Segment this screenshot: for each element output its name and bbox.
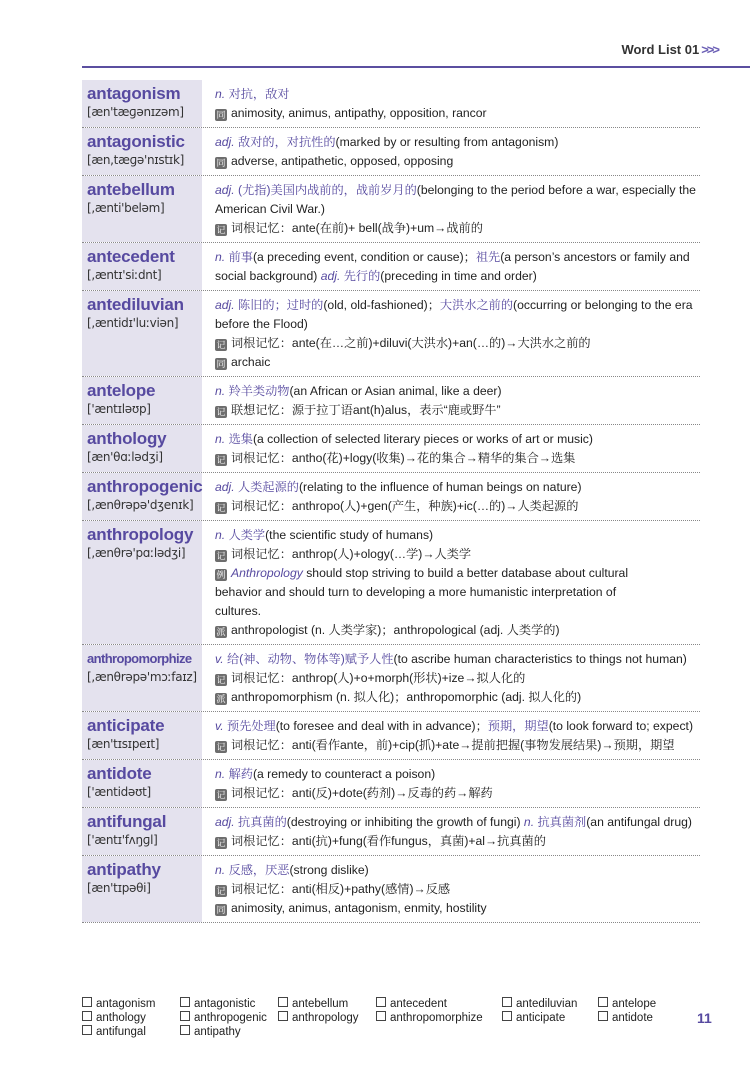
synonym-icon: 同: [216, 110, 226, 120]
derivative-icon: 派: [216, 694, 226, 704]
definition-cell: [202, 425, 700, 472]
english-meaning-2: (occurring or belonging to the era before the Flood): [215, 298, 693, 331]
chinese-meaning: 人类起源的: [238, 480, 299, 494]
memory-note: 词根记忆：ante(在…之前)+diluvi(大洪水)+an(…的)→大洪水之前的: [231, 336, 591, 350]
chinese-meaning-2: 祖先: [475, 250, 501, 264]
entry-table: [82, 80, 700, 923]
definition-cell: [202, 243, 700, 290]
part-of-speech: n.: [215, 384, 226, 398]
word-cell: [82, 712, 202, 759]
checkbox-icon[interactable]: [502, 997, 512, 1007]
checkbox-icon[interactable]: [278, 997, 288, 1007]
definition-cell: [202, 808, 700, 855]
english-meaning-2: (an antifungal drug): [586, 815, 692, 829]
checklist-label: antediluvian: [516, 998, 578, 1010]
headword: antagonism: [87, 84, 181, 103]
header-rule: [82, 66, 750, 68]
checkbox-icon[interactable]: [180, 1025, 190, 1035]
checkbox-icon[interactable]: [82, 997, 92, 1007]
part-of-speech: adj.: [215, 480, 235, 494]
phonetic: [,ænθrə'pɑːlədʒi]: [87, 546, 186, 560]
part-of-speech: adj.: [215, 815, 235, 829]
headword: antelope: [87, 381, 156, 400]
synonyms: archaic: [231, 355, 271, 369]
example-line-3: cultures.: [215, 604, 262, 618]
checklist-label: antifungal: [96, 1026, 146, 1038]
phonetic: [æn'tɪsɪpeɪt]: [87, 737, 160, 751]
entry-antediluvian: [82, 291, 700, 377]
part-of-speech: n.: [215, 528, 226, 542]
checkbox-icon[interactable]: [278, 1011, 288, 1021]
checklist-label: antelope: [612, 998, 657, 1010]
memory-note: 词根记忆：anthropo(人)+gen(产生，种族)+ic(…的)→人类起源的: [231, 499, 579, 513]
part-of-speech: n.: [215, 767, 226, 781]
checkbox-icon[interactable]: [82, 1025, 92, 1035]
word-list-label: [621, 42, 718, 57]
word-cell: [82, 645, 202, 711]
english-meaning: (strong dislike): [289, 863, 369, 877]
checklist-item[interactable]: [180, 997, 278, 1011]
phonetic: [,ænθrəpə'mɔːfaɪz]: [87, 670, 197, 684]
synonym-icon: 同: [216, 359, 226, 369]
definition-cell: [202, 760, 700, 807]
checklist-item[interactable]: [82, 1025, 180, 1039]
definition-cell: [202, 521, 700, 644]
word-cell: [82, 760, 202, 807]
checklist-row: [82, 997, 682, 1011]
headword: anticipate: [87, 716, 165, 735]
page-header: [0, 38, 750, 68]
memory-note: 词根记忆：anthrop(人)+ology(…学)→人类学: [231, 547, 472, 561]
english-meaning: (destroying or inhibiting the growth of fungi): [286, 815, 521, 829]
checkbox-icon[interactable]: [180, 997, 190, 1007]
definition-cell: [202, 176, 700, 242]
english-meaning: (marked by or resulting from antagonism): [335, 135, 559, 149]
english-meaning-3: (preceding in time and order): [380, 269, 537, 283]
checkbox-icon[interactable]: [180, 1011, 190, 1021]
headword: antediluvian: [87, 295, 184, 314]
memory-icon: 记: [216, 742, 226, 752]
memory-icon: 记: [216, 340, 226, 350]
entry-antagonism: [82, 80, 700, 128]
word-cell: [82, 521, 202, 644]
checkbox-icon[interactable]: [376, 997, 386, 1007]
word-cell: [82, 243, 202, 290]
memory-icon: 记: [216, 551, 226, 561]
word-cell: [82, 808, 202, 855]
phonetic: [,ænti'beləm]: [87, 201, 165, 215]
phonetic: [,æntɪ'siːdnt]: [87, 268, 162, 282]
word-list-title: Word List 01: [621, 42, 700, 57]
headword: antifungal: [87, 812, 167, 831]
phonetic: ['æntɪ'fʌŋɡl]: [87, 833, 158, 847]
memory-note: 词根记忆：anthrop(人)+o+morph(形状)+ize→拟人化的: [231, 671, 526, 685]
entry-antipathy: [82, 856, 700, 923]
memory-note: 联想记忆：源于拉丁语ant(h)alus，表示“鹿或野牛”: [231, 403, 501, 417]
headword: antagonistic: [87, 132, 185, 151]
definition-cell: [202, 473, 700, 520]
chinese-meaning: (尤指)美国内战前的，战前岁月的: [238, 183, 417, 197]
part-of-speech: n.: [215, 87, 226, 101]
definition-cell: [202, 128, 700, 175]
memory-icon: 记: [216, 503, 226, 513]
word-cell: [82, 80, 202, 127]
chinese-meaning: 人类学: [228, 528, 266, 542]
derivatives: anthropologist (n. 人类学家)；anthropological (adj. 人类学的): [231, 623, 560, 637]
part-of-speech: adj.: [215, 135, 235, 149]
example-line-2: behavior and should turn to developing a more humanistic interpretation of: [215, 585, 617, 599]
entry-anthology: [82, 425, 700, 473]
part-of-speech-3: adj.: [320, 269, 341, 283]
memory-icon: 记: [216, 790, 226, 800]
chinese-meaning: 羚羊类动物: [228, 384, 290, 398]
synonym-icon: 同: [216, 905, 226, 915]
checkbox-icon[interactable]: [598, 1011, 608, 1021]
checklist-label: antidote: [612, 1012, 653, 1024]
chinese-meaning: 抗真菌的: [238, 815, 287, 829]
part-of-speech: v.: [215, 719, 224, 733]
english-meaning: (a preceding event, condition or cause)；: [252, 250, 476, 264]
part-of-speech: adj.: [215, 298, 235, 312]
part-of-speech: n.: [215, 250, 226, 264]
headword: antecedent: [87, 247, 175, 266]
english-meaning-2: (a person’s ancestors or family and social background): [215, 250, 690, 283]
checklist-label: anticipate: [516, 1012, 566, 1024]
checkbox-icon[interactable]: [598, 997, 608, 1007]
english-meaning: (to ascribe human characteristics to things not human): [393, 652, 687, 666]
definition-cell: [202, 377, 700, 424]
checkbox-icon[interactable]: [376, 1011, 386, 1021]
example-line-1: should stop striving to build a better database about cultural: [302, 566, 629, 580]
phonetic: [æn'tæɡənɪzəm]: [87, 105, 184, 119]
part-of-speech: adj.: [215, 183, 235, 197]
definition-cell: [202, 712, 700, 759]
chinese-meaning: 预先处理: [226, 719, 276, 733]
memory-icon: 记: [216, 455, 226, 465]
english-meaning: (to foresee and deal with in advance)；: [275, 719, 488, 733]
definition-cell: [202, 645, 700, 711]
derivative-icon: 派: [216, 627, 226, 637]
entry-anthropology: [82, 521, 700, 645]
checklist-label: anthropogenic: [194, 1012, 267, 1024]
memory-note: 词根记忆：anti(反)+dote(药剂)→反毒的药→解药: [231, 786, 493, 800]
memory-note: 词根记忆：anti(抗)+fung(看作fungus，真菌)+al→抗真菌的: [231, 834, 546, 848]
synonyms: animosity, animus, antagonism, enmity, hostility: [231, 901, 487, 915]
checklist-item[interactable]: [278, 997, 376, 1011]
checklist-label: antagonistic: [194, 998, 256, 1010]
english-meaning: (an African or Asian animal, like a deer): [289, 384, 502, 398]
word-cell: [82, 473, 202, 520]
phonetic: [æn'tɪpəθi]: [87, 881, 151, 895]
phonetic: ['æntɪləʊp]: [87, 402, 151, 416]
checklist-label: antagonism: [96, 998, 156, 1010]
headword: anthology: [87, 429, 167, 448]
definition-cell: [202, 80, 700, 127]
synonyms: adverse, antipathetic, opposed, opposing: [231, 154, 454, 168]
entry-anthropogenic: [82, 473, 700, 521]
phonetic: [æn'θɑːlədʒi]: [87, 450, 163, 464]
word-cell: [82, 128, 202, 175]
checklist-label: antipathy: [194, 1026, 241, 1038]
chinese-meaning-2: 大洪水之前的: [439, 298, 514, 312]
chinese-meaning-3: 先行的: [343, 269, 381, 283]
checklist-item[interactable]: [598, 1011, 682, 1025]
example-icon: 例: [216, 570, 226, 580]
chinese-meaning: 对抗，敌对: [228, 87, 290, 101]
checklist-item[interactable]: [502, 997, 598, 1011]
headword: anthropology: [87, 525, 194, 544]
checklist-item[interactable]: [82, 1011, 180, 1025]
memory-icon: 记: [216, 225, 226, 235]
checklist-label: anthology: [96, 1012, 146, 1024]
checkbox-icon[interactable]: [82, 1011, 92, 1021]
memory-note: 词根记忆：anti(相反)+pathy(感情)→反感: [231, 882, 451, 896]
definition-cell: [202, 291, 700, 376]
english-meaning: (a collection of selected literary pieces or works of art or music): [252, 432, 593, 446]
synonyms: animosity, animus, antipathy, opposition, rancor: [231, 106, 487, 120]
checklist-item[interactable]: [502, 1011, 598, 1025]
checklist-label: anthropology: [292, 1012, 359, 1024]
word-cell: [82, 425, 202, 472]
chinese-meaning-2: 抗真菌剂: [537, 815, 587, 829]
phonetic: [,ænθrəpə'dʒenɪk]: [87, 498, 194, 512]
english-meaning-2: (to look forward to; expect): [548, 719, 693, 733]
checklist-row: [82, 1011, 682, 1025]
word-cell: [82, 176, 202, 242]
checklist-item[interactable]: [180, 1011, 278, 1025]
chinese-meaning: 解药: [228, 767, 253, 781]
checklist-item[interactable]: [180, 1025, 278, 1039]
checklist-row: [82, 1025, 682, 1039]
entry-antebellum: [82, 176, 700, 243]
checklist-item[interactable]: [598, 997, 682, 1011]
memory-note: 词根记忆：ante(在前)+ bell(战争)+um→战前的: [231, 221, 483, 235]
entry-antidote: [82, 760, 700, 808]
chinese-meaning: 前事: [228, 250, 253, 264]
entry-antecedent: [82, 243, 700, 291]
english-meaning: (old, old-fashioned)；: [323, 298, 440, 312]
part-of-speech: n.: [215, 863, 226, 877]
part-of-speech: v.: [215, 652, 224, 666]
headword: antidote: [87, 764, 152, 783]
headword: anthropogenic: [87, 477, 203, 496]
chinese-meaning: 陈旧的；过时的: [238, 298, 324, 312]
chinese-meaning: 选集: [228, 432, 253, 446]
entry-anthropomorphize: [82, 645, 700, 712]
example-headword: Anthropology: [231, 566, 303, 580]
checklist-item[interactable]: [376, 997, 502, 1011]
word-cell: [82, 856, 202, 922]
part-of-speech-2: n.: [523, 815, 535, 829]
entry-antifungal: [82, 808, 700, 856]
memory-icon: 记: [216, 838, 226, 848]
headword: antebellum: [87, 180, 175, 199]
checklist-label: antebellum: [292, 998, 349, 1010]
memory-icon: 记: [216, 886, 226, 896]
entry-anticipate: [82, 712, 700, 760]
chinese-meaning: 反感，厌恶: [228, 863, 290, 877]
english-meaning: (relating to the influence of human beings on nature): [298, 480, 582, 494]
english-meaning: (belonging to the period before a war, especially the American Civil War.): [215, 183, 696, 216]
word-checklist: [82, 997, 682, 1039]
entry-antelope: [82, 377, 700, 425]
phonetic: [,æntidɪ'luːviən]: [87, 316, 179, 330]
memory-note: 词根记忆：antho(花)+logy(收集)→花的集合→精华的集合→选集: [231, 451, 576, 465]
memory-icon: 记: [216, 407, 226, 417]
synonym-icon: 同: [216, 158, 226, 168]
memory-icon: 记: [216, 675, 226, 685]
checkbox-icon[interactable]: [502, 1011, 512, 1021]
checklist-label: anthropomorphize: [390, 1012, 483, 1024]
checklist-label: antecedent: [390, 998, 447, 1010]
chinese-meaning: 给(神、动物、物体等)赋予人性: [226, 652, 394, 666]
word-cell: [82, 377, 202, 424]
definition-cell: [202, 856, 700, 922]
phonetic: ['æntidəʊt]: [87, 785, 151, 799]
english-meaning: (the scientific study of humans): [265, 528, 434, 542]
part-of-speech: n.: [215, 432, 226, 446]
chinese-meaning-2: 预期，期望: [487, 719, 549, 733]
english-meaning: (a remedy to counteract a poison): [252, 767, 436, 781]
arrows-icon: >>>: [701, 42, 718, 57]
derivatives: anthropomorphism (n. 拟人化)；anthropomorphic (adj. 拟人化的): [231, 690, 582, 704]
memory-note: 词根记忆：anti(看作ante，前)+cip(抓)+ate→提前把握(事物发展结果)→预期，期望: [231, 738, 675, 752]
chinese-meaning: 敌对的，对抗性的: [238, 135, 336, 149]
entry-antagonistic: [82, 128, 700, 176]
checklist-item[interactable]: [376, 1011, 502, 1025]
checklist-item[interactable]: [278, 1011, 376, 1025]
checklist-item[interactable]: [82, 997, 180, 1011]
page-number: 11: [697, 1010, 712, 1026]
word-cell: [82, 291, 202, 376]
headword: anthropomorphize: [87, 651, 192, 666]
headword: antipathy: [87, 860, 161, 879]
phonetic: [æn,tæɡə'nɪstɪk]: [87, 153, 184, 167]
